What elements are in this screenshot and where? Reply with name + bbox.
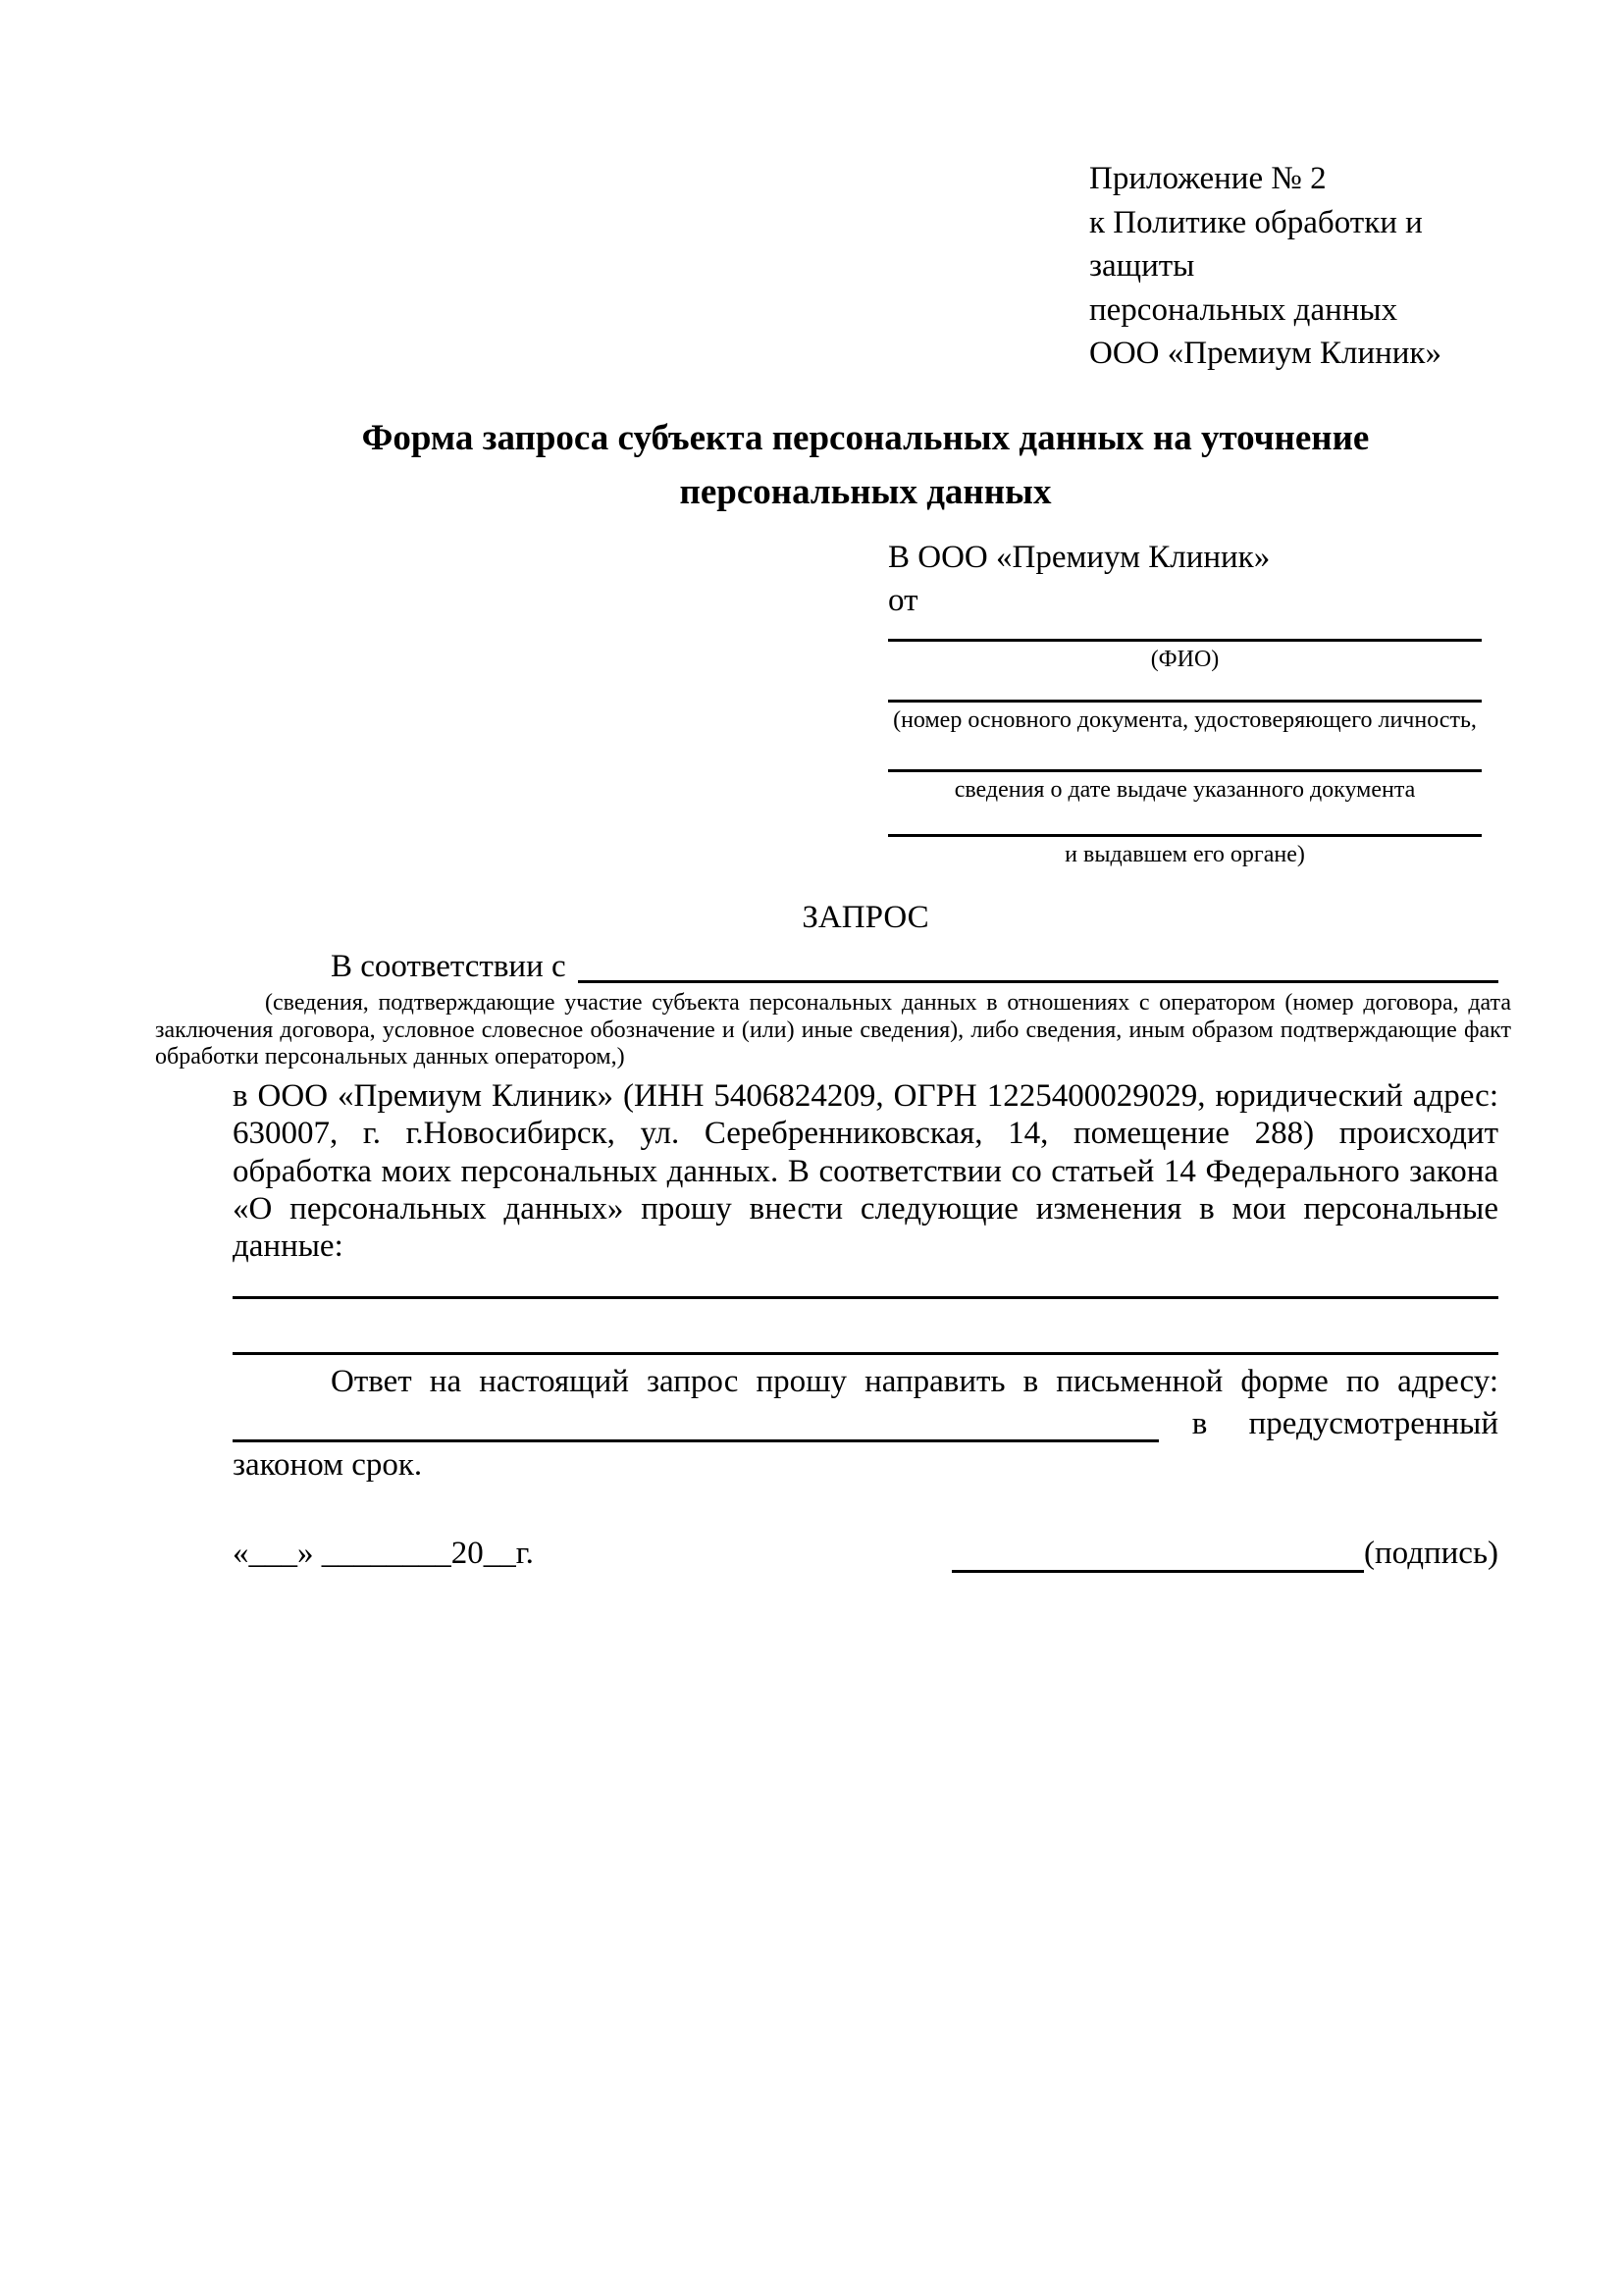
address-blank-line xyxy=(233,1439,1159,1442)
signature-caption: (подпись) xyxy=(1364,1535,1498,1571)
fio-blank-line xyxy=(888,623,1482,642)
addressee-block xyxy=(888,536,1482,869)
appendix-line-4: ООО «Премиум Клиник» xyxy=(1089,336,1441,372)
addressee-from-label: от xyxy=(888,583,918,619)
body-paragraph: в ООО «Премиум Клиник» (ИНН 5406824209, ОГРН 1225400029029, юридический адрес: 630007, г. г.Новосибирск, ул. Серебренниковская, 14, помещение 288) происходит обработка моих персональных данных. В соответствии со статьей 14 Федерального закона «О персональных данных» прошу внести следующие изменения в мои персональные данные: xyxy=(233,1077,1498,1265)
id-document-blank-line xyxy=(888,674,1482,703)
id-document-field xyxy=(888,674,1482,735)
reply-sentence-line2 xyxy=(233,1401,1498,1442)
document-title: Форма запроса субъекта персональных данных на уточнение персональных данных xyxy=(361,417,1370,513)
appendix-line-1: Приложение № 2 xyxy=(1089,161,1327,196)
signature-group xyxy=(952,1535,1498,1574)
date-signature-row xyxy=(233,1535,1498,1574)
reply-sentence-line3: законом срок. xyxy=(233,1446,423,1483)
reply-suffix: в предусмотренный xyxy=(1191,1405,1498,1441)
appendix-line-2: к Политике обработки и защиты xyxy=(1089,204,1423,285)
fio-caption: (ФИО) xyxy=(1150,646,1220,672)
issue-date-field xyxy=(888,734,1482,805)
footnote-text: (сведения, подтверждающие участие субъекта персональных данных в отношениях с оператором (номер договора, дата заключения договора, условное словесное обозначение и (или) иные сведения), либо сведения, иным образом подтверждающие факт обработки персональных данных оператором,) xyxy=(155,990,1511,1070)
changes-blank-line-2 xyxy=(233,1352,1498,1355)
intro-line xyxy=(233,948,1498,987)
issuing-authority-blank-line xyxy=(888,805,1482,837)
issuing-authority-caption: и выдавшем его органе) xyxy=(1065,842,1305,868)
fio-field xyxy=(888,623,1482,674)
basis-blank-line xyxy=(578,980,1498,983)
date-line: «___» ________20__г. xyxy=(233,1535,534,1571)
signature-blank-line xyxy=(952,1535,1364,1573)
issue-date-blank-line xyxy=(888,734,1482,772)
appendix-line-3: персональных данных xyxy=(1089,291,1398,328)
issuing-authority-field xyxy=(888,805,1482,869)
intro-prefix: В соответствии с xyxy=(331,948,566,984)
addressee-to: В ООО «Премиум Клиник» xyxy=(888,539,1271,575)
reply-sentence-line1: Ответ на настоящий запрос прошу направить в письменной форме по адресу: xyxy=(331,1364,1498,1400)
appendix-note xyxy=(1089,157,1498,376)
issue-date-caption: сведения о дате выдаче указанного документа xyxy=(954,777,1416,804)
changes-blank-line-1 xyxy=(233,1296,1498,1299)
id-document-caption: (номер основного документа, удостоверяющего личность, xyxy=(893,706,1477,733)
request-heading: ЗАПРОС xyxy=(802,900,929,936)
